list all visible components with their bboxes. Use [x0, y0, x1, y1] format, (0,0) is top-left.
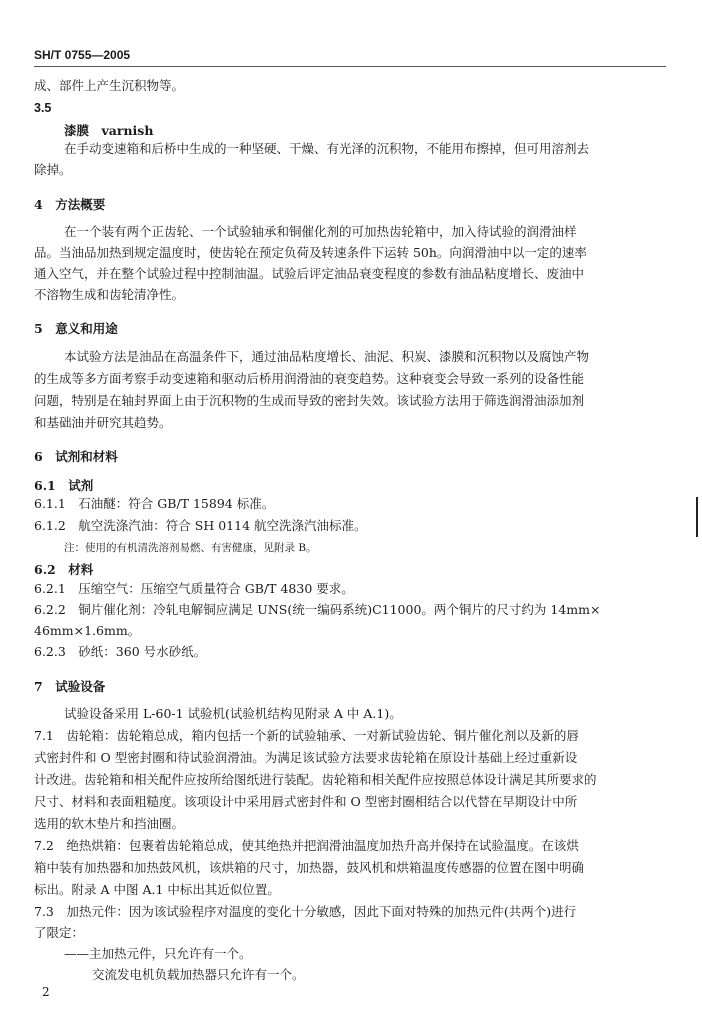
list-item: ——主加热元件，只允许有一个。 — [64, 946, 252, 961]
section-heading-6: 6 试剂和材料 — [34, 449, 118, 464]
paragraph-line: 品。当油品加热到规定温度时，使齿轮在预定负荷及转速条件下运转 50h。向润滑油中以一定的速率 — [34, 245, 587, 260]
paragraph-line: 箱中装有加热器和加热鼓风机，该烘箱的尺寸，加热器，鼓风机和烘箱温度传感器的位置在图中明确 — [34, 860, 585, 875]
section-heading-4: 4 方法概要 — [34, 197, 106, 212]
paragraph-line: 标出。附录 A 中图 A.1 中标出其近似位置。 — [34, 882, 280, 897]
list-item: 交流发电机负载加热器只允许有一个。 — [92, 967, 305, 982]
scan-edge-mark — [696, 497, 698, 537]
clause-number-3-5: 3.5 — [34, 101, 52, 115]
section-heading-5: 5 意义和用途 — [34, 321, 118, 336]
paragraph-line: 在一个装有两个正齿轮、一个试验轴承和铜催化剂的可加热齿轮箱中，加入待试验的润滑油样 — [64, 224, 577, 239]
standard-header: SH/T 0755—2005 — [34, 48, 131, 62]
clause-6-1-1: 6.1.1 石油醚：符合 GB/T 15894 标准。 — [34, 496, 275, 511]
clause-6-2-2-continued: 46mm×1.6mm。 — [34, 623, 141, 638]
subsection-6-2: 6.2 材料 — [34, 562, 94, 577]
clause-7-2: 7.2 绝热烘箱：包裹着齿轮箱总成，使其绝热并把润滑油温度加热升高并保持在试验温度。在该烘 — [34, 838, 579, 853]
paragraph-line: 选用的软木垫片和挡油圈。 — [34, 816, 185, 831]
paragraph-line: 本试验方法是油品在高温条件下，通过油品粘度增长、油泥、积炭、漆膜和沉积物以及腐蚀产物 — [64, 349, 590, 364]
definition-line: 在手动变速箱和后桥中生成的一种坚硬、干燥、有光泽的沉积物，不能用布擦掉，但可用溶剂去 — [64, 141, 590, 156]
page-number: 2 — [42, 985, 50, 999]
paragraph-line: 问题，特别是在轴封界面上由于沉积物的生成而导致的密封失效。该试验方法用于筛选润滑油添加剂 — [34, 393, 585, 408]
clause-6-2-1: 6.2.1 压缩空气：压缩空气质量符合 GB/T 4830 要求。 — [34, 581, 354, 596]
paragraph-line: 不溶物生成和齿轮清净性。 — [34, 287, 185, 302]
paragraph-line: 通入空气，并在整个试验过程中控制油温。试验后评定油品衰变程度的参数有油品粘度增长、废油中 — [34, 266, 585, 281]
section-heading-7: 7 试验设备 — [34, 679, 106, 694]
paragraph-line: 尺寸、材料和表面粗糙度。该项设计中采用唇式密封件和 O 型密封圈相结合以代替在早期设计中所 — [34, 794, 578, 809]
clause-7-1: 7.1 齿轮箱：齿轮箱总成，箱内包括一个新的试验轴承、一对新试验齿轮、铜片催化剂以及新的唇 — [34, 728, 579, 743]
clause-6-2-3: 6.2.3 砂纸：360 号水砂纸。 — [34, 644, 207, 659]
paragraph-line: 式密封件和 O 型密封圈和待试验润滑油。为满足该试验方法要求齿轮箱在原设计基础上经过重新设 — [34, 750, 578, 765]
header-rule — [34, 66, 666, 67]
paragraph-line: 了限定： — [34, 925, 85, 940]
clause-7-3: 7.3 加热元件：因为该试验程序对温度的变化十分敏感，因此下面对特殊的加热元件(共两个)进行 — [34, 904, 577, 919]
term-varnish: 漆膜 varnish — [64, 123, 154, 138]
paragraph-line: 的生成等多方面考察手动变速箱和驱动后桥用润滑油的衰变趋势。这种衰变会导致一系列的设备性能 — [34, 371, 585, 386]
paragraph-line: 和基础油并研究其趋势。 — [34, 415, 172, 430]
note-line: 注：使用的有机清洗溶剂易燃、有害健康，见附录 B。 — [64, 542, 317, 554]
paragraph-line: 计改进。齿轮箱和相关配件应按所给图纸进行装配。齿轮箱和相关配件应按照总体设计满足其所要求的 — [34, 772, 597, 787]
clause-6-2-2: 6.2.2 铜片催化剂：冷轧电解铜应满足 UNS(统一编码系统)C11000。两个铜片的尺寸约为 14mm× — [34, 602, 601, 617]
clause-6-1-2: 6.1.2 航空洗涤汽油：符合 SH 0114 航空洗涤汽油标准。 — [34, 518, 367, 533]
text-line: 成、部件上产生沉积物等。 — [34, 78, 185, 93]
subsection-6-1: 6.1 试剂 — [34, 478, 94, 493]
definition-line: 除掉。 — [34, 162, 72, 177]
paragraph-line: 试验设备采用 L-60-1 试验机(试验机结构见附录 A 中 A.1)。 — [64, 706, 402, 721]
